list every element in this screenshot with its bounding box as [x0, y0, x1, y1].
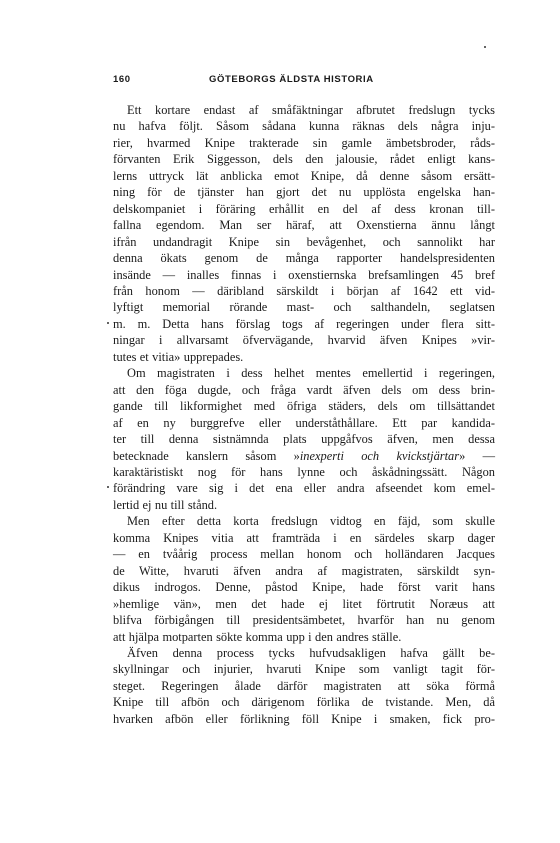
- text-line: rier, hvarmed Knipe trakterade sin gamle ämbetsbroder, råds-: [113, 135, 495, 150]
- text-line: karaktäristiskt nog för hans lynne och åskådningssätt. Någon: [113, 464, 495, 479]
- page-number: 160: [113, 74, 131, 85]
- running-header: [113, 74, 495, 92]
- text-line: tutes et vitia» upprepades.: [113, 349, 244, 364]
- text-line: hvarken afbön eller förlikning föll Knipe i smaken, fick pro-: [113, 711, 495, 726]
- body-text: [113, 102, 495, 727]
- paragraph: [113, 365, 495, 513]
- text-line: nu hafva följt. Såsom sådana kunna räknas dels några inju-: [113, 119, 495, 134]
- text-line: förvanten Erik Siggesson, dels den jalousie, rådet enligt kans-: [113, 152, 495, 167]
- text-line: steget. Regeringen ålade därför magistraten att söka förmå: [113, 678, 495, 693]
- text-line: de Witte, hvaruti äfven andra af magistraten, särskildt syn-: [113, 563, 495, 578]
- book-page: [113, 74, 495, 727]
- paragraph: [113, 645, 495, 727]
- text-line: Ett kortare endast af småfäktningar afbrutet fredslugn tycks: [127, 103, 495, 117]
- text-line: att hjälpa motparten sökte komma upp i den andres ställe.: [113, 629, 402, 644]
- scan-speck: [484, 46, 486, 48]
- text-line: Äfven denna process tycks hufvudsakligen hafva gällt be-: [127, 645, 495, 660]
- text-line: skyllningar och injurier, hvaruti Knipe som vanligt tagit för-: [113, 662, 495, 677]
- text-line: insände — inalles finnas i oxenstiernska brefsamlingen 45 bref: [113, 267, 495, 282]
- scan-speck: [107, 486, 109, 488]
- text-line: betecknade kanslern såsom »inexperti och kvickstjärtar» —: [113, 448, 495, 463]
- text-line: gande till likformighet med öfriga städers, dels om tillsättandet: [113, 399, 495, 414]
- text-line: ning för de tjänster han gjort det nu upplösta engelska han-: [113, 185, 495, 200]
- text-line: Om magistraten i dess helhet mentes emellertid i regeringen,: [127, 366, 495, 381]
- text-line: dikus indrogos. Denne, påstod Knipe, hade först varit hans: [113, 580, 495, 595]
- text-line: blifva förbigången till presidentsämbetet, hvarför han nu genom: [113, 613, 495, 628]
- text-line: ifrån undandragit Knipe sin bevågenhet, och sannolikt har: [113, 234, 495, 249]
- text-line: m. m. Detta hans förslag togs af regeringen under flera sitt-: [113, 316, 495, 331]
- text-line: lertid ej nu till stånd.: [113, 497, 218, 512]
- text-line: »hemlige vän», men det hade ej litet förtrutit Noræus att: [113, 596, 495, 611]
- text-line: komma Knipes vitia att framträda i en särdeles skarp dager: [113, 530, 495, 545]
- text-line: förändring vare sig i det ena eller andra afseendet kom emel-: [113, 481, 495, 496]
- text-line: lerns uttryck lät anblicka emot Knipe, då denne såsom ersätt-: [113, 168, 495, 183]
- text-line: lyftigt memorial rörande mast- och salthandeln, seglatsen: [113, 300, 495, 315]
- text-line: fallna egendom. Man ser häraf, att Oxenstierna ännu långt: [113, 218, 495, 233]
- paragraph: [113, 513, 495, 645]
- text-line: denna ökats genom de många rapporter handelspresidenten: [113, 251, 495, 266]
- text-line: ningar i allvarsamt öfvervägande, hvarvid äfven Knipes »vir-: [113, 333, 495, 348]
- italic-phrase: inexperti och kvickstjärtar: [299, 448, 460, 463]
- text-line: ter till denna sistnämnda plats uppgåfvos äfven, men dessa: [113, 432, 495, 447]
- text-line: från honom — däribland särskildt i början af 1642 ett vid-: [113, 283, 495, 298]
- text-line: — en tvåårig process mellan honom och holländaren Jacques: [113, 547, 495, 562]
- text-line: af en ny burggrefve eller underståthållare. Ett par kandida-: [113, 415, 495, 430]
- paragraph: [113, 102, 495, 365]
- scan-speck: [107, 322, 109, 324]
- text-line: delskompaniet i föräring erhållit en del af dess kronan till-: [113, 201, 495, 216]
- text-line: Knipe till afbön och därigenom förlika de tvistande. Men, då: [113, 695, 495, 710]
- running-title: GÖTEBORGS ÄLDSTA HISTORIA: [209, 74, 374, 85]
- text-line: Men efter detta korta fredslugn vidtog en fäjd, som skulle: [127, 514, 495, 529]
- text-line: att den föga dugde, och fråga vardt äfven dels om dess brin-: [113, 382, 495, 397]
